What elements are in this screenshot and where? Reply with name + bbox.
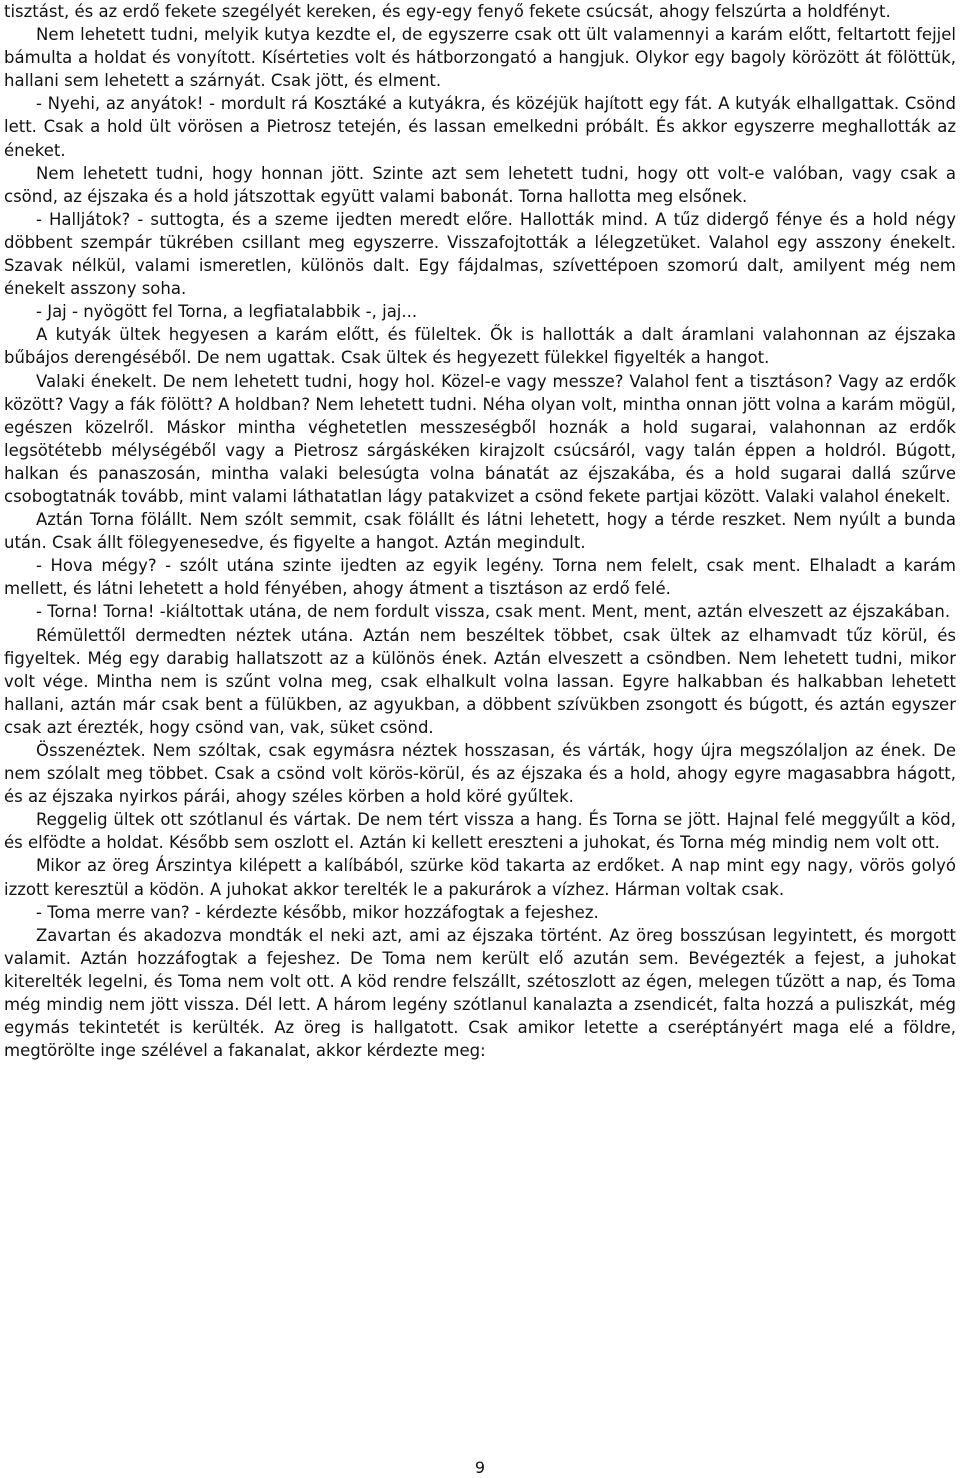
paragraph: - Toma merre van? - kérdezte később, mikor hozzáfogtak a fejeshez. [36,902,599,922]
paragraph: Összenéztek. Nem szóltak, csak egymásra néztek hosszasan, és várták, hogy újra megszólaljon az ének. De nem szólalt meg többet. Csak a csönd volt körös-körül, és az éjszaka és a hold, ahogy egyre magasabbra hágott, és az éjszaka nyirkos párái, ahogy széles körben a hold köré gyűltek. [4,741,956,807]
paragraph: Zavartan és akadozva mondták el neki azt, ami az éjszaka történt. Az öreg bosszúsan legyintett, és morgott valamit. Aztán hozzáfogtak a fejeshez. De Toma nem került elő azután sem. Bevégezték a fejest, a juhokat kiterelték legelni, és Toma nem volt ott. A köd rendre felszállt, szétoszlott az égen, melegen tűzött a nap, és Toma még mindig nem jött vissza. Dél lett. A három legény szótlanul kanalazta a zsendicét, falta hozzá a puliszkát, még egymás tekintetét is kerülték. Az öreg is hallgatott. Csak amikor letette a cseréptányért maga elé a földre, megtörölte inge szélével a fakanalat, akkor kérdezte meg: [4,925,956,1061]
paragraph: - Torna! Torna! -kiáltottak utána, de nem fordult vissza, csak ment. Ment, ment, aztán elveszett az éjszakában. [36,602,951,622]
paragraph: - Halljátok? - suttogta, és a szeme ijedten meredt előre. Hallották mind. A tűz didergő fénye és a hold négy döbbent szempár tükrében csillant meg egyszerre. Visszafojtották a lélegzetüket. Valahol egy asszony énekelt. Szavak nélkül, valami ismeretlen, különös dalt. Egy fájdalmas, szívettépoen szomorú dalt, amilyent még nem énekelt asszony soha. [4,209,956,299]
paragraph: Valaki énekelt. De nem lehetett tudni, hogy hol. Közel-e vagy messze? Valahol fent a tisztáson? Vagy az erdők között? Vagy a fák fölött? A holdban? Nem lehetett tudni. Néha olyan volt, mintha onnan jött volna a karám mögül, egészen közelről. Máskor mintha véghetetlen messzeségből hoznák a hold sugarai, valahonnan az erdők legsötétebb mélységéből vagy a Pietrosz sárgáskéken kirajzolt csúcsáról, vagy talán éppen a holdról. Búgott, halkan és panaszosán, mintha valaki belesúgta volna bánatát az éjszakába, és a hold sugarai dallá szűrve csobogtatnák tovább, mint valami láthatatlan lágy patakvizet a csönd fekete partjai között. Valaki valahol énekelt. [4,371,956,506]
paragraph: Nem lehetett tudni, melyik kutya kezdte el, de egyszerre csak ott ült valamennyi a karám előtt, feltartott fejjel bámulta a holdat és vonyított. Kísérteties volt és hátborzongató a hangjuk. Olykor egy bagoly körözött át fölöttük, hallani sem lehetett a szárnyát. Csak jött, és elment. [4,25,956,91]
paragraph: Nem lehetett tudni, hogy honnan jött. Szinte azt sem lehetett tudni, hogy ott volt-e valóban, vagy csak a csönd, az éjszaka és a hold játszottak együtt valami babonát. Torna hallotta meg elsőnek. [4,163,956,206]
paragraph: Reggelig ültek ott szótlanul és vártak. De nem tért vissza a hang. És Torna se jött. Hajnal felé meggyűlt a köd, és elfödte a holdat. Később sem oszlott el. Aztán ki kellett ereszteni a juhokat, és Torna még mindig nem volt ott. [4,810,956,853]
paragraph: Rémülettől dermedten néztek utána. Aztán nem beszéltek többet, csak ültek az elhamvadt tűz körül, és figyeltek. Még egy darabig hallatszott az a különös ének. Aztán elveszett a csöndben. Nem lehetett tudni, mikor volt vége. Mintha nem is szűnt volna meg, csak elhalkult volna lassan. Egyre halkabban és halkabban lehetett hallani, aztán már csak bent a fülükben, az agyukban, a döbbent szívükben zsongott és búgott, és aztán egyszer csak azt érezték, hogy csönd van, vak, süket csönd. [4,625,956,737]
page-number: 9 [474,1458,486,1477]
paragraph: - Nyehi, az anyátok! - mordult rá Kosztáké a kutyákra, és közéjük hajított egy fát. A kutyák elhallgattak. Csönd lett. Csak a hold ült vörösen a Pietrosz tetején, és lassan emelkedni próbált. És akkor egyszerre meghallották az éneket. [4,94,956,160]
paragraph: - Jaj - nyögött fel Torna, a legfiatalabbik -, jaj... [36,302,418,322]
paragraph: tisztást, és az erdő fekete szegélyét kereken, és egy-egy fenyő fekete csúcsát, ahogy felszúrta a holdfényt. [4,2,891,21]
paragraph: Mikor az öreg Árszintya kilépett a kalíbából, szürke köd takarta az erdőket. A nap mint egy nagy, vörös golyó izzott keresztül a ködön. A juhokat akkor terelték le a pakurárok a vízhez. Hárman voltak csak. [4,856,956,899]
paragraph: - Hova mégy? - szólt utána szinte ijedten az egyik legény. Torna nem felelt, csak ment. Elhaladt a karám mellett, és látni lehetett a hold fényében, ahogy átment a tisztáson az erdő felé. [4,556,956,599]
paragraph: Aztán Torna fölállt. Nem szólt semmit, csak fölállt és látni lehetett, hogy a térde reszket. Nem nyúlt a bunda után. Csak állt fölegyenesedve, és figyelte a hangot. Aztán megindult. [4,510,956,553]
document-body [4,0,956,1062]
paragraph: A kutyák ültek hegyesen a karám előtt, és füleltek. Ők is hallották a dalt áramlani valahonnan az éjszaka bűbájos derengéséből. De nem ugattak. Csak ültek és hegyezett fülekkel figyelték a hangot. [4,325,956,368]
